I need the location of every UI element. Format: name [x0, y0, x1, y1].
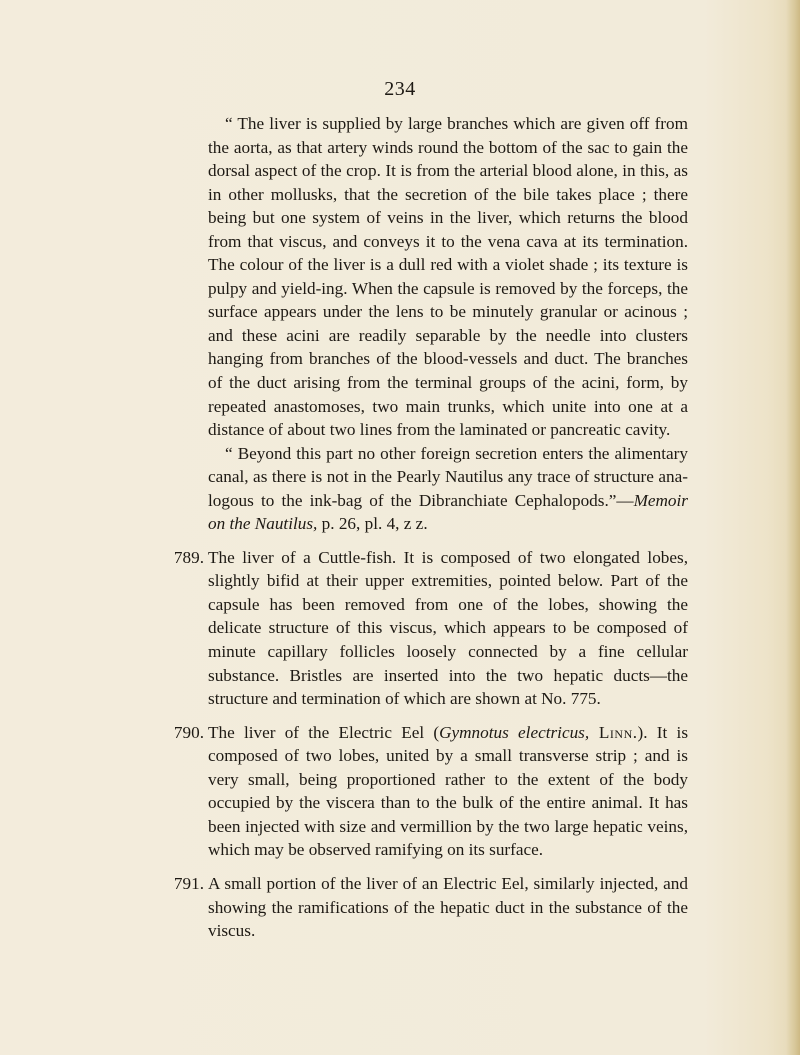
paragraph-liver-supply: “ The liver is supplied by large branches which are given off from the aorta, as that artery winds round the bottom of the sac to gain the dorsal aspect of the crop. It is from the arterial blood alone, in this, as in other mollusks, that the secretion of the bile takes place ; there being but one system of veins in the liver, which returns the blood from that viscus, and conveys it to the vena cava at its termination. The colour of the liver is a dull red with a violet shade ; its texture is pulpy and yield-ing. When the capsule is removed by the forceps, the surface appears under the lens to be minutely granular or acinous ; and these acini are readily separable by the needle into clusters hanging from branches of the blood-vessels and duct. The branches of the duct arising from the terminal groups of the acini, form, by repeated anastomoses, two main trunks, which unite into one at a distance of about two lines from the laminated or pancreatic cavity.: [208, 114, 688, 440]
entry-text: A small portion of the liver of an Electric Eel, similarly injected, and showing the ramifications of the hepatic duct in the substance of the viscus.: [208, 873, 688, 941]
citation-title: Memoir on the Nautilus,: [208, 490, 688, 534]
entry-text-after: ). It is composed of two lobes, united by a small transverse strip ; and is very small, being proportioned rather to the extent of the body occupied by the viscera than to the bulk of the entire animal. It has been injected with size and vermillion by the two large hepatic veins, which may be observed ramifying on its surface.: [208, 722, 689, 860]
body-text: [173, 112, 689, 953]
entry-number: 790.: [173, 722, 204, 742]
entry-number: 791.: [173, 873, 204, 893]
species-authority: Linn.: [589, 722, 638, 742]
species-name: Gymnotus electricus,: [439, 722, 590, 742]
page-edge-shadow: [786, 0, 800, 1055]
paragraph-beyond: [208, 442, 688, 536]
entry-number: 789.: [173, 547, 204, 567]
entry-text-before: The liver of the Electric Eel (: [208, 722, 440, 742]
catalogue-entry-791: [173, 872, 688, 943]
catalogue-entry-790: [173, 721, 689, 862]
citation-ref: p. 26, pl. 4, z z.: [317, 514, 428, 534]
page-number: 234: [384, 78, 416, 100]
entry-text: The liver of a Cuttle-fish. It is composed of two elongated lobes, slightly bifid at their upper extremities, pointed below. Part of the capsule has been removed from one of the lobes, showing the delicate structure of this viscus, which appears to be composed of minute capillary follicles loosely connected by a fine cellular substance. Bristles are inserted into the two hepatic ducts—the structure and termination of which are shown at No. 775.: [208, 547, 688, 709]
catalogue-entry-789: [173, 546, 688, 711]
paragraph-beyond-text: “ Beyond this part no other foreign secretion enters the alimentary canal, as there is not in the Pearly Nautilus any trace of structure ana-logous to the ink-bag of the Dibranchiate Cephalopods.”—: [208, 443, 688, 510]
